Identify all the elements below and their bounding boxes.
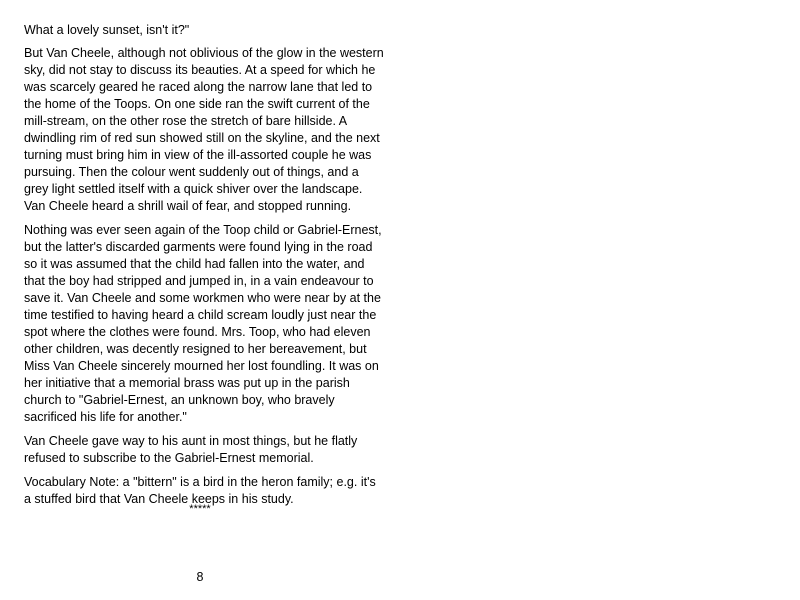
section-separator: *****: [189, 503, 211, 515]
paragraph-dialogue: What a lovely sunset, isn't it?": [24, 23, 190, 37]
page-text: [24, 22, 384, 515]
paragraph-aftermath: Nothing was ever seen again of the Toop child or Gabriel-Ernest, but the latter's discarded garments were found lying in the road so it was assumed that the child had fallen into the water, and that the boy had stripped and jumped in, in a vain endeavour to save it. Van Cheele and some workmen who were near by at the time testified to having heard a child scream loudly just near the spot where the clothes were found. Mrs. Toop, who had eleven other children, was decently resigned to her bereavement, but Miss Van Cheele sincerely mourned her lost foundling. It was on her initiative that a memorial brass was put up in the parish church to "Gabriel-Ernest, an unknown boy, who bravely sacrificed his life for another.": [24, 223, 382, 424]
paragraph-memorial: Van Cheele gave way to his aunt in most things, but he flatly refused to subscribe to the Gabriel-Ernest memorial.: [24, 434, 358, 465]
paragraph-vocabulary-note: Vocabulary Note: a "bittern" is a bird in the heron family; e.g. it's a stuffed bird that Van Cheele keeps in his study.: [24, 475, 376, 506]
page-number: 8: [196, 570, 204, 584]
paragraph-chase: But Van Cheele, although not oblivious of the glow in the western sky, did not stay to discuss its beauties. At a speed for which he was scarcely geared he raced along the narrow lane that led to the home of the Toops. On one side ran the swift current of the mill-stream, on the other rose the stretch of bare hillside. A dwindling rim of red sun showed still on the skyline, and the next turning must bring him in view of the ill-assorted couple he was pursuing. Then the colour went suddenly out of things, and a grey light settled itself with a quick shiver over the landscape. Van Cheele heard a shrill wail of fear, and stopped running.: [24, 46, 384, 213]
